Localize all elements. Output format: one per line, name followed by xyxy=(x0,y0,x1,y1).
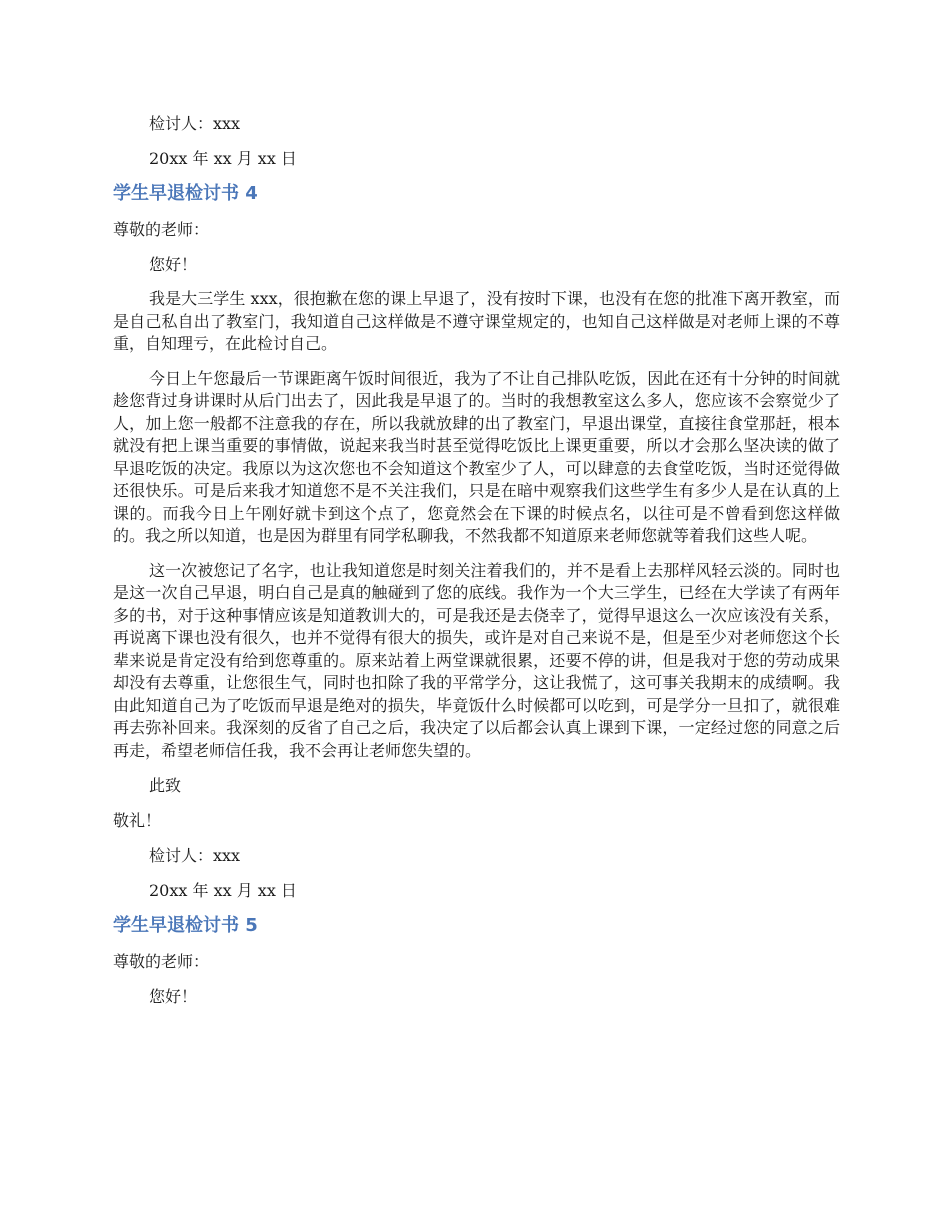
salutation: 尊敬的老师： xyxy=(113,952,210,971)
signer-line: 检讨人：xxx xyxy=(149,846,241,865)
salutation: 尊敬的老师： xyxy=(113,220,210,239)
closing: 此致 xyxy=(149,776,182,795)
section-heading: 学生早退检讨书 5 xyxy=(113,915,258,936)
body-paragraph: 今日上午您最后一节课距离午饭时间很近，我为了不让自己排队吃饭，因此在还有十分钟的时间就趁您背过身讲课时从后门出去了，因此我是早退了的。当时的我想教室这么多人，您应该不会察觉少了人，加上您一般都不注意我的存在，所以我就放肆的出了教室门，早退出课堂，直接往食堂那赶，根本就没有把上课当重要的事情做，说起来我当时甚至觉得吃饭比上课更重要，所以才会那么坚决读的做了早退吃饭的决定。我原以为这次您也不会知道这个教室少了人，可以肆意的去食堂吃饭，当时还觉得做还很快乐。可是后来我才知道您不是不关注我们，只是在暗中观察我们这些学生有多少人是在认真的上课的。而我今日上午刚好就卡到这个点了，您竟然会在下课的时候点名，以往可是不曾看到您这样做的。我之所以知道，也是因为群里有同学私聊我，不然我都不知道原来老师您就等着我们这些人呢。 xyxy=(113,368,840,545)
signer-line: 检讨人：xxx xyxy=(149,114,241,133)
body-paragraph: 这一次被您记了名字，也让我知道您是时刻关注着我们的，并不是看上去那样风轻云淡的。同时也是这一次自己早退，明白自己是真的触碰到了您的底线。我作为一个大三学生，已经在大学读了有两年多的书，对于这种事情应该是知道教训大的，可是我还是去侥幸了，觉得早退这么一次应该没有关系，再说离下课也没有很久，也并不觉得有很大的损失，或许是对自己来说不是，但是至少对老师您这个长辈来说是肯定没有给到您尊重的。原来站着上两堂课就很累，还要不停的讲，但是我对于您的劳动成果却没有去尊重，让您很生气，同时也扣除了我的平常学分，这让我慌了，这可事关我期末的成绩啊。我由此知道自己为了吃饭而早退是绝对的损失，毕竟饭什么时候都可以吃到，可是学分一旦扣了，就很难再去弥补回来。我深刻的反省了自己之后，我决定了以后都会认真上课到下课，一定经过您的同意之后再走，希望老师信任我，我不会再让老师您失望的。 xyxy=(113,560,840,760)
greeting: 您好！ xyxy=(149,987,198,1006)
greeting: 您好！ xyxy=(149,255,198,274)
section-heading: 学生早退检讨书 4 xyxy=(113,183,258,204)
date-line: 20xx 年 xx 月 xx 日 xyxy=(149,881,297,900)
date-line: 20xx 年 xx 月 xx 日 xyxy=(149,149,297,168)
document-page xyxy=(113,112,840,1020)
regards: 敬礼！ xyxy=(113,811,162,830)
body-paragraph: 我是大三学生 xxx，很抱歉在您的课上早退了，没有按时下课，也没有在您的批准下离开教室，而是自己私自出了教室门，我知道自己这样做是不遵守课堂规定的，也知自己这样做是对老师上课的不尊重，自知理亏，在此检讨自己。 xyxy=(113,289,840,353)
